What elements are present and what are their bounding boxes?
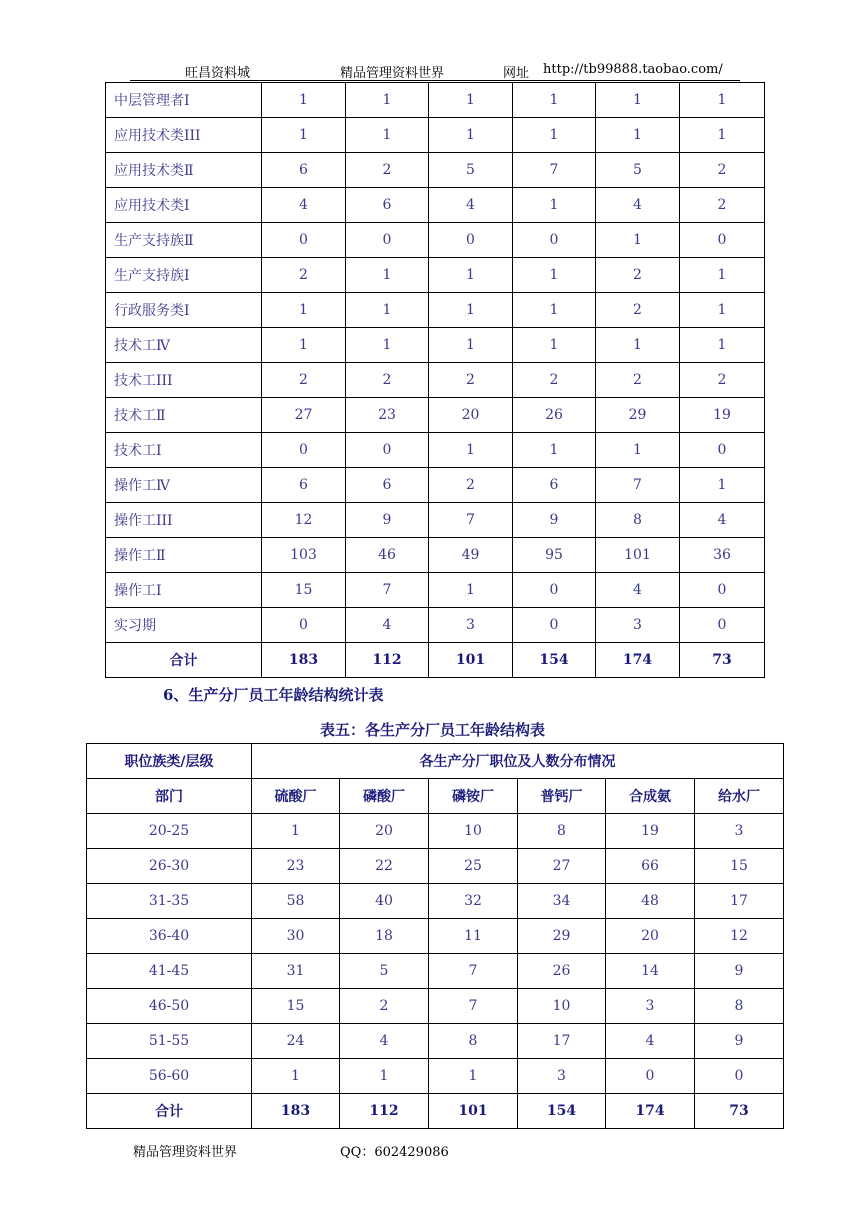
total-cell: 101 [429,1094,518,1129]
table-cell: 30 [252,919,340,954]
table-cell: 6 [262,468,346,503]
table-cell: 0 [429,223,513,258]
table-cell: 9 [513,503,596,538]
table-cell: 3 [429,608,513,643]
table-cell: 1 [252,814,340,849]
table-cell: 27 [262,398,346,433]
table-cell: 1 [429,118,513,153]
table-cell: 1 [429,293,513,328]
table-cell: 20 [606,919,695,954]
table-cell: 7 [596,468,680,503]
table-cell: 1 [596,433,680,468]
row-label: 应用技术类Ⅰ [106,188,262,223]
table-cell: 1 [596,83,680,118]
table-cell: 3 [518,1059,606,1094]
table-cell: 1 [429,573,513,608]
table-cell: 0 [606,1059,695,1094]
table-cell: 0 [680,433,765,468]
table-row [106,468,765,503]
dept-header-cell: 部门 [87,779,252,814]
table-cell: 17 [518,1024,606,1059]
job-level-count-table [105,82,765,678]
row-label: 操作工Ⅱ [106,538,262,573]
table-cell: 2 [340,989,429,1024]
table-cell: 29 [518,919,606,954]
table-cell: 25 [429,849,518,884]
table-cell: 8 [695,989,784,1024]
table-cell: 1 [340,1059,429,1094]
table-cell: 0 [346,223,429,258]
table-cell: 2 [596,258,680,293]
row-label: 实习期 [106,608,262,643]
table-cell: 8 [518,814,606,849]
row-label: 应用技术类Ⅱ [106,153,262,188]
column-header: 硫酸厂 [252,779,340,814]
total-cell: 73 [680,643,765,678]
table-cell: 1 [252,1059,340,1094]
table-cell: 1 [680,468,765,503]
table-cell: 2 [680,188,765,223]
table-cell: 0 [346,433,429,468]
table-cell: 7 [513,153,596,188]
row-label: 生产支持族Ⅰ [106,258,262,293]
table-cell: 3 [596,608,680,643]
table-row [106,398,765,433]
table-cell: 4 [596,188,680,223]
table-cell: 4 [596,573,680,608]
table-cell: 95 [513,538,596,573]
table-cell: 4 [340,1024,429,1059]
table-cell: 5 [429,153,513,188]
row-label: 操作工Ⅳ [106,468,262,503]
table-cell: 8 [429,1024,518,1059]
row-label: 生产支持族Ⅱ [106,223,262,258]
table-row [87,989,784,1024]
table-cell: 1 [429,258,513,293]
table-cell: 19 [680,398,765,433]
table-cell: 27 [518,849,606,884]
total-row [87,1094,784,1129]
table-cell: 8 [596,503,680,538]
table-row [87,814,784,849]
row-label: 51-55 [87,1024,252,1059]
table-cell: 40 [340,884,429,919]
total-row [106,643,765,678]
table-cell: 15 [262,573,346,608]
table-cell: 1 [513,118,596,153]
table-cell: 0 [680,573,765,608]
table-cell: 3 [695,814,784,849]
row-label: 41-45 [87,954,252,989]
table-cell: 2 [346,363,429,398]
table-cell: 1 [513,433,596,468]
total-label: 合计 [106,643,262,678]
footer-qq: QQ：602429086 [340,1145,449,1160]
table-cell: 4 [606,1024,695,1059]
table-cell: 6 [513,468,596,503]
table-cell: 49 [429,538,513,573]
table-cell: 1 [680,258,765,293]
table-cell: 9 [695,954,784,989]
table-cell: 1 [680,83,765,118]
table-cell: 18 [340,919,429,954]
table-cell: 1 [429,83,513,118]
table-cell: 31 [252,954,340,989]
row-label: 技术工Ⅰ [106,433,262,468]
row-label: 36-40 [87,919,252,954]
table-cell: 22 [340,849,429,884]
column-header: 磷酸厂 [340,779,429,814]
table-cell: 66 [606,849,695,884]
table-cell: 1 [262,293,346,328]
age-structure-table [86,743,784,1129]
table-cell: 2 [596,363,680,398]
table-cell: 1 [346,328,429,363]
row-label: 操作工Ⅰ [106,573,262,608]
header-url-label: 网址 [503,66,530,81]
table-cell: 20 [340,814,429,849]
table-cell: 1 [346,83,429,118]
header-url[interactable]: http://tb99888.taobao.com/ [543,62,723,77]
row-label: 31-35 [87,884,252,919]
total-cell: 73 [695,1094,784,1129]
total-cell: 174 [606,1094,695,1129]
table-cell: 1 [429,1059,518,1094]
table-row [106,118,765,153]
table-row [87,849,784,884]
table-cell: 1 [596,328,680,363]
table-cell: 2 [262,258,346,293]
table-cell: 1 [596,118,680,153]
table-cell: 23 [252,849,340,884]
table-cell: 4 [429,188,513,223]
table-cell: 20 [429,398,513,433]
table-cell: 15 [695,849,784,884]
table-cell: 12 [262,503,346,538]
table-cell: 34 [518,884,606,919]
table-cell: 26 [518,954,606,989]
total-cell: 154 [518,1094,606,1129]
row-label: 技术工III [106,363,262,398]
table-cell: 2 [680,363,765,398]
corner-header-cell: 职位族类/层级 [87,744,252,779]
total-cell: 174 [596,643,680,678]
table-cell: 7 [429,954,518,989]
table-row [106,293,765,328]
table-cell: 12 [695,919,784,954]
table-row [106,363,765,398]
table-cell: 1 [680,118,765,153]
table-cell: 0 [680,223,765,258]
row-label: 应用技术类III [106,118,262,153]
table-cell: 0 [695,1059,784,1094]
table-cell: 26 [513,398,596,433]
table-cell: 103 [262,538,346,573]
table-cell: 1 [429,328,513,363]
total-cell: 154 [513,643,596,678]
table-row [87,884,784,919]
header-divider [130,80,740,81]
table-cell: 23 [346,398,429,433]
table-cell: 14 [606,954,695,989]
table-cell: 1 [262,328,346,363]
table-cell: 2 [346,153,429,188]
header-center-title: 精品管理资料世界 [340,66,445,81]
table-cell: 9 [346,503,429,538]
table-cell: 2 [513,363,596,398]
table-cell: 5 [340,954,429,989]
row-label: 中层管理者Ⅰ [106,83,262,118]
table-cell: 7 [429,503,513,538]
table-cell: 19 [606,814,695,849]
table-cell: 1 [513,83,596,118]
table-cell: 1 [596,223,680,258]
row-label: 26-30 [87,849,252,884]
table-cell: 1 [680,328,765,363]
table-cell: 32 [429,884,518,919]
row-label: 技术工Ⅳ [106,328,262,363]
total-cell: 112 [346,643,429,678]
table-cell: 1 [429,433,513,468]
table-cell: 1 [346,118,429,153]
table-cell: 6 [346,188,429,223]
table-cell: 15 [252,989,340,1024]
header-site-name: 旺昌资料城 [185,66,251,81]
table-cell: 1 [262,83,346,118]
table-cell: 1 [346,258,429,293]
table-cell: 2 [262,363,346,398]
table-cell: 3 [606,989,695,1024]
table-cell: 17 [695,884,784,919]
table-row [106,223,765,258]
table-cell: 4 [262,188,346,223]
column-header: 合成氨 [606,779,695,814]
table-cell: 0 [513,223,596,258]
table-row [106,153,765,188]
table-row [106,538,765,573]
table-cell: 9 [695,1024,784,1059]
table-cell: 0 [680,608,765,643]
table-cell: 0 [513,608,596,643]
table-cell: 48 [606,884,695,919]
table-cell: 24 [252,1024,340,1059]
row-label: 46-50 [87,989,252,1024]
footer-title: 精品管理资料世界 [133,1145,238,1160]
table-cell: 0 [262,608,346,643]
table-cell: 0 [513,573,596,608]
table-cell: 2 [429,468,513,503]
table-cell: 1 [262,118,346,153]
table-cell: 1 [513,188,596,223]
total-cell: 183 [262,643,346,678]
table-row [87,1059,784,1094]
row-label: 20-25 [87,814,252,849]
table-cell: 1 [513,328,596,363]
table-cell: 101 [596,538,680,573]
table-row [87,1024,784,1059]
table-cell: 10 [429,814,518,849]
table-cell: 0 [262,223,346,258]
table-cell: 1 [680,293,765,328]
table-cell: 6 [262,153,346,188]
table-cell: 2 [429,363,513,398]
table-row [106,188,765,223]
table-cell: 7 [429,989,518,1024]
table-row [106,258,765,293]
table-row [106,433,765,468]
row-label: 操作工III [106,503,262,538]
table-cell: 5 [596,153,680,188]
row-label: 56-60 [87,1059,252,1094]
table-cell: 10 [518,989,606,1024]
section-heading: 6、生产分厂员工年龄结构统计表 [163,686,384,704]
total-label: 合计 [87,1094,252,1129]
table-cell: 1 [513,293,596,328]
table-cell: 29 [596,398,680,433]
table-cell: 2 [680,153,765,188]
table-cell: 6 [346,468,429,503]
table-cell: 11 [429,919,518,954]
total-cell: 183 [252,1094,340,1129]
column-header: 普钙厂 [518,779,606,814]
table-cell: 0 [262,433,346,468]
group-header-cell: 各生产分厂职位及人数分布情况 [252,744,784,779]
table-cell: 46 [346,538,429,573]
table-row [106,328,765,363]
total-cell: 112 [340,1094,429,1129]
table-cell: 4 [680,503,765,538]
table-cell: 58 [252,884,340,919]
total-cell: 101 [429,643,513,678]
column-header: 磷铵厂 [429,779,518,814]
table-row [106,608,765,643]
column-header: 给水厂 [695,779,784,814]
row-label: 行政服务类Ⅰ [106,293,262,328]
table-cell: 4 [346,608,429,643]
table-caption: 表五：各生产分厂员工年龄结构表 [320,721,546,739]
table-row [87,919,784,954]
table-row [106,503,765,538]
table-cell: 7 [346,573,429,608]
table-cell: 1 [346,293,429,328]
table-row [106,573,765,608]
row-label: 技术工Ⅱ [106,398,262,433]
table-row [106,83,765,118]
table-cell: 36 [680,538,765,573]
table-cell: 1 [513,258,596,293]
table-row [87,954,784,989]
table-cell: 2 [596,293,680,328]
